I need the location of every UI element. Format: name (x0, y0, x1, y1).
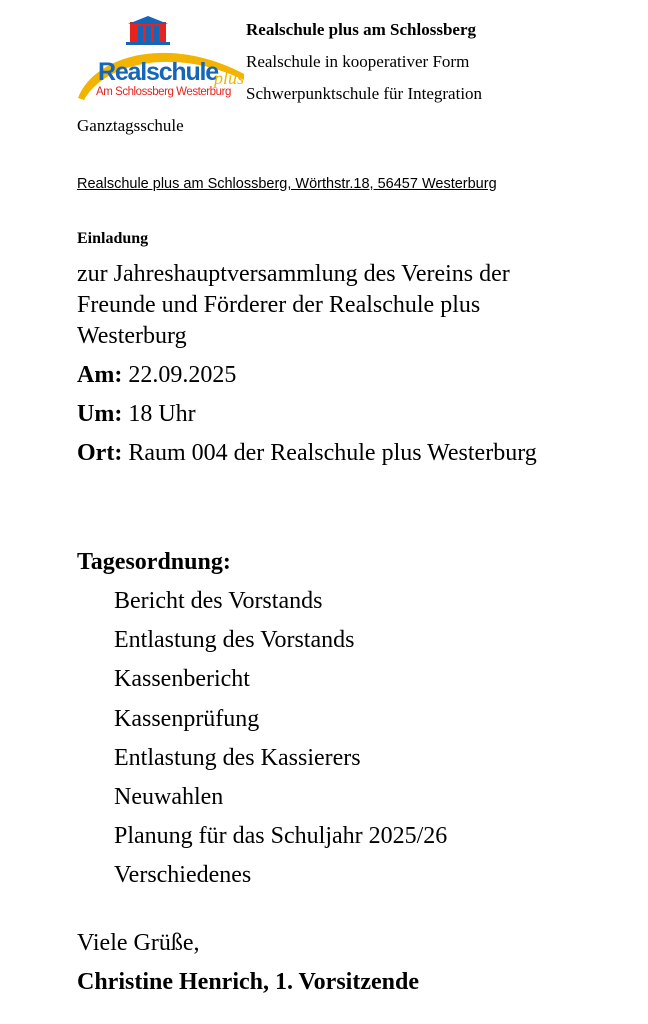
invitation-heading: Einladung (77, 230, 149, 247)
agenda-title: Tagesordnung: (77, 549, 231, 575)
school-fulltime: Ganztagsschule (77, 116, 184, 135)
school-logo (76, 16, 246, 102)
signature: Christine Henrich, 1. Vorsitzende (77, 969, 419, 995)
agenda-item-text: Kassenprüfung (114, 705, 260, 732)
agenda-item-text: Neuwahlen (114, 783, 224, 810)
time-label: Um: (77, 401, 123, 427)
school-type: Realschule in kooperativer Form (246, 52, 470, 71)
place-label: Ort: (77, 440, 123, 466)
date-value: 22.09.2025 (128, 362, 237, 388)
time-value: 18 Uhr (128, 401, 196, 427)
logo-wordmark: Realschule (98, 58, 219, 86)
invitation-intro: zur Jahreshauptversammlung des Vereins der Freunde und Förderer der Realschule plus Westerburg (77, 261, 510, 349)
date-line (77, 360, 236, 391)
logo-subtitle: Am Schlossberg Westerburg (96, 86, 231, 98)
school-focus: Schwerpunktschule für Integration (246, 84, 483, 103)
agenda-item-text: Verschiedenes (114, 862, 252, 889)
closing-greeting: Viele Grüße, (77, 930, 200, 956)
place-line (77, 438, 577, 469)
agenda-item-text: Planung für das Schuljahr 2025/26 (114, 823, 448, 850)
school-name: Realschule plus am Schlossberg (246, 20, 476, 39)
logo-plus-mark: plus (214, 68, 245, 88)
agenda-item-text: Bericht des Vorstands (114, 588, 323, 614)
agenda-item-text: Kassenbericht (114, 666, 250, 693)
agenda-item-text: Entlastung des Kassierers (114, 744, 361, 771)
agenda-item-text: Entlastung des Vorstands (114, 627, 355, 654)
place-value: Raum 004 der Realschule plus Westerburg (128, 440, 537, 466)
time-line (77, 399, 196, 430)
date-label: Am: (77, 362, 123, 388)
sender-address: Realschule plus am Schlossberg, Wörthstr.18, 56457 Westerburg (77, 176, 497, 192)
